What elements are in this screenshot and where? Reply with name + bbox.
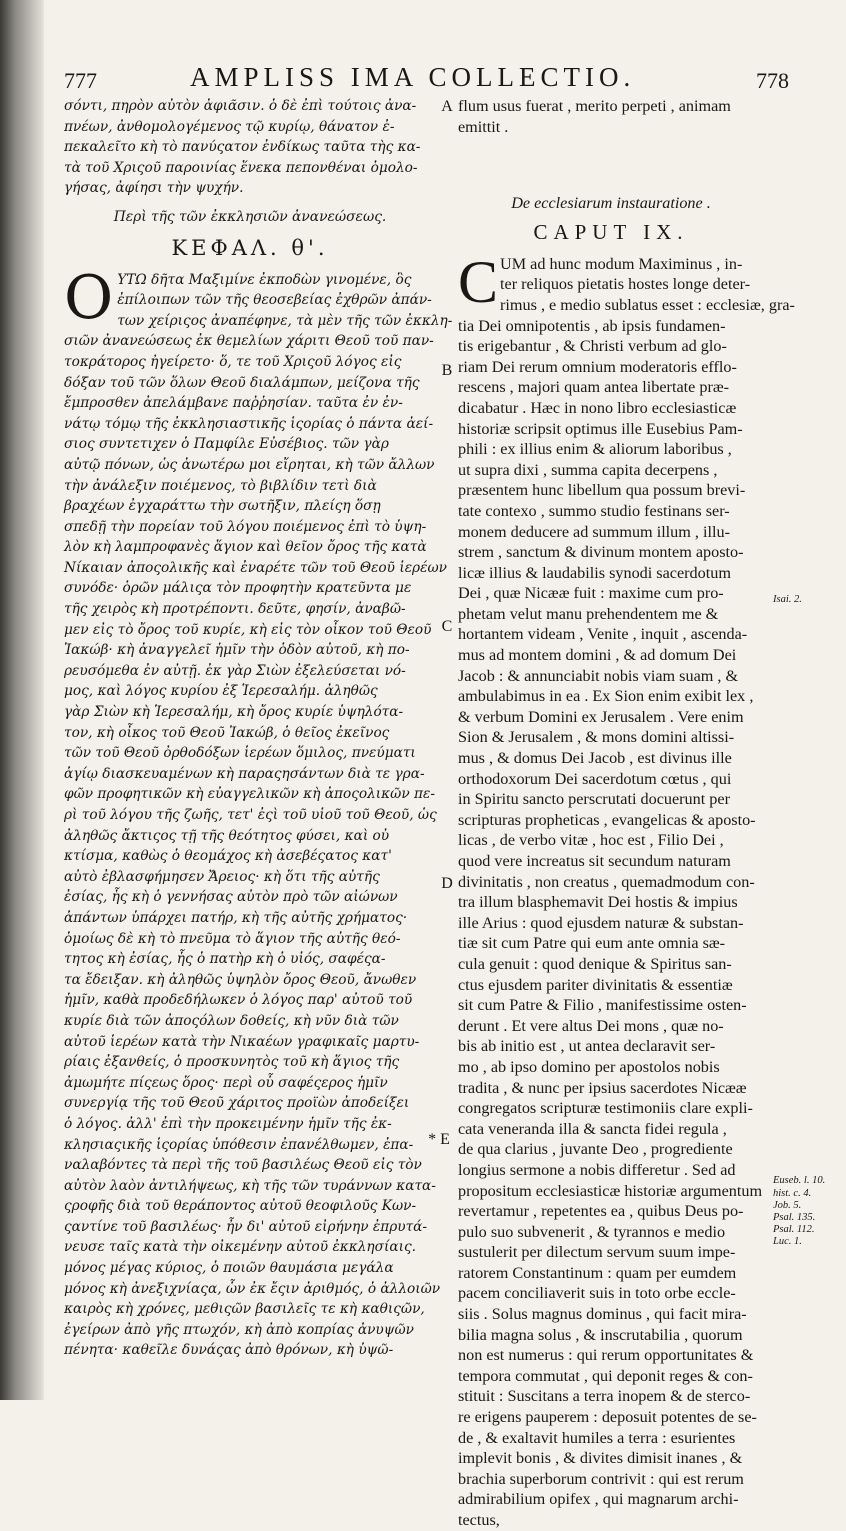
latin-text-line: tis erigebantur , & Christi verbum ad glo- (458, 337, 727, 356)
latin-text-line: emittit . (458, 117, 509, 136)
latin-text-line: phetam velut manu prehendentem me & (458, 604, 719, 623)
margin-letter-a: A (441, 98, 453, 115)
greek-text-line: σιος συντετιχεν ὁ Παμφίλε Εὐσέβιος. τῶν γὰρ (64, 436, 389, 453)
greek-text-line: κυρίε διὰ τῶν ἀποςόλων δοθείς, κὴ νῦν διὰ τῶν (64, 1012, 399, 1029)
latin-text-line: monem deducere ad summum illum , illu- (458, 522, 730, 541)
side-note-psalm-112: Psal. 112. (773, 1224, 815, 1235)
latin-text-line: de , & exaltavit humiles a terra : esurientes (458, 1428, 736, 1447)
latin-text-line: Dei , quæ Nicææ fuit : maxime cum pro- (458, 584, 724, 603)
latin-text-line: implevit bonis , & divites dimisit inanes , & (458, 1449, 743, 1468)
latin-text-line: rimus , e medio sublatus esset : ecclesiæ, gra- (500, 295, 795, 314)
greek-text-line: σπεδῇ τὴν πορείαν τοῦ λόγου ποιέμενος ἐπὶ τὸ ὑψη- (64, 518, 427, 535)
latin-text-line: quod vere increatus sit secundum naturam (458, 852, 731, 870)
greek-text-line: ὁμοίως δὲ κὴ τὸ πνεῦμα τὸ ἅγιον τῆς αὐτῆς θεό- (64, 930, 401, 947)
latin-text-line: derunt . Et vere altus Dei mons , quæ no- (458, 1016, 724, 1035)
greek-text-line: ἐγείρων ἀπὸ γῆς πτωχόν, κὴ ἀπὸ κοπρίας ἀνυψῶν (64, 1321, 414, 1338)
greek-text-line: τὴν ἀνάλεξιν ποιέμενος, τὸ βιβλίδιν τετὶ διὰ (64, 477, 377, 494)
latin-text-line: sustulerit per dilectum servum suum impe- (458, 1243, 736, 1262)
greek-text-line: σιῶν ἀνανεώσεως ἐκ θεμελίων χάριτι Θεοῦ τοῦ παν- (64, 333, 434, 350)
greek-text-line: ρευσόμεθα ἐν αὐτῇ. ἐκ γὰρ Σιὼν ἐξελεύσεται νό- (64, 662, 406, 679)
latin-text-line: ter reliquos pietatis hostes longe deter- (500, 275, 751, 294)
latin-text-line: congregatos scripturæ testimoniis clare expli- (458, 1099, 753, 1118)
page-number-left: 777 (64, 68, 97, 93)
greek-text-line: αὐτοῦ ἱερέων κατὰ τὴν Νικαέων γραφικαῖς μαρτυ- (64, 1033, 420, 1050)
greek-text-line: ἡμῖν, καθὰ προδεδήλωκεν ὁ λόγος παρ' αὐτοῦ τοῦ (64, 992, 413, 1009)
latin-text-line: admirabilium opifex , qui magnarum archi- (458, 1490, 739, 1509)
latin-text-line: pulo suo subvenerit , & tyrannos e medio (458, 1222, 726, 1241)
margin-letter-b: B (441, 362, 453, 379)
latin-text-line: ambulabimus in ea . Ex Sion enim exibit lex , (458, 687, 754, 706)
side-note-luke: Luc. 1. (773, 1236, 802, 1247)
greek-text-line: τα ἔδειξαν. κὴ ἀληθῶς ὑψηλὸν ὄρος Θεοῦ, ἄνωθεν (64, 971, 417, 988)
latin-chapter-title: CAPUT IX. (533, 219, 689, 244)
latin-text-line: licæ illius & laudabilis synodi sacerdotum (458, 563, 731, 582)
latin-text-line: brachia superborum contrivit : qui est rerum (458, 1469, 744, 1488)
latin-text-line: licas , de verbo vitæ , hoc est , Filio Dei , (458, 831, 724, 850)
greek-dropcap: Ο (64, 262, 114, 333)
latin-text-line: de qua clarius , juvante Deo , progrediente (458, 1140, 733, 1159)
greek-text-line: αὐτὸν λαὸν ἀντιλήψεως, κὴ τῆς τῶν τυράννων κατα- (64, 1177, 436, 1194)
latin-text-line: ille Arius : quod ejusdem naturæ & substan- (458, 913, 744, 932)
latin-text-line: tradita , & nunc per ipsius sacerdotes Nicææ (458, 1078, 747, 1097)
latin-text-line: pacem conciliaverit suis in toto orbe eccle- (458, 1284, 736, 1303)
latin-text-line: tra illum blasphemavit Dei hostis & impius (458, 893, 738, 912)
greek-text-line: γήσας, ἀφίησι τὴν ψυχήν. (64, 180, 244, 197)
latin-text-line: bilia magna solus , & inscrutabilia , quorum (458, 1325, 743, 1344)
greek-text-line: αὐτῷ πόνων, ὡς ἀνωτέρω μοι εἴρηται, κὴ τῶν ἄλλων (64, 456, 435, 473)
greek-text-line: βραχέων ἐγχαράττω τὴν σωτῆξιν, πλείςη ὅσῃ (64, 498, 381, 515)
greek-text-line: ἔμπροσθεν ἀπελάμβανε παῤῥησίαν. ταῦτα ἐν ἐν- (64, 395, 403, 412)
greek-text-line: ρίαις ἐξανθείς, ὁ προσκυνητὸς τοῦ κὴ ἅγιος τῆς (64, 1054, 400, 1071)
greek-text-line: συνεργίᾳ τῆς τοῦ Θεοῦ χάριτος προϊὼν ἀποδείξει (64, 1095, 410, 1112)
latin-text-line: ut supra dixi , summa capita decerpens , (458, 460, 718, 479)
latin-text-line: re erigens pauperem : deposuit potentes de se- (458, 1408, 757, 1427)
latin-text-line: tate contexo , summo studio festinans ser- (458, 501, 730, 520)
greek-text-line: τητος κὴ ἐσίας, ἧς ὁ πατὴρ κὴ ὁ υἱός, σαφέςα- (64, 951, 386, 968)
latin-text-line: revertamur , repetentes ea , quibus Deus po- (458, 1202, 744, 1221)
greek-text-line: ἀμωμήτε πίςεως ὅρος· περὶ οὗ σαφέςερος ἡμῖν (64, 1074, 388, 1091)
latin-text-line: historiæ scripsit optimus ille Eusebius Pam- (458, 419, 743, 438)
greek-column (64, 96, 453, 1361)
latin-text-line: præsentem hunc libellum qua possum brevi- (458, 481, 746, 500)
side-note-psalm-135: Psal. 135. (773, 1212, 816, 1223)
latin-section-heading: De ecclesiarum instauratione . (511, 194, 711, 213)
greek-text-line: ΥΤΩ δῆτα Μαξιμίνε ἐκποδὼν γινομένε, ὃς (117, 271, 412, 288)
latin-text-line: tia Dei omnipotentis , ab ipsis fundamen- (458, 316, 726, 335)
latin-text-line: sit cum Patre & Filio , manifestissime osten- (458, 996, 747, 1015)
side-note-isaiah: Isai. 2. (773, 594, 802, 605)
greek-text-line: τον, κὴ οἶκος τοῦ Θεοῦ Ἰακώβ, ὁ θεῖος ἐκεῖνος (64, 724, 390, 741)
greek-text-line: ςαντίνε τοῦ βασιλέως· ἦν δι' αὐτοῦ εἰρήνην ἐπρυτά- (64, 1218, 428, 1235)
latin-text-line: scripturas propheticas , evangelicas & aposto- (458, 810, 756, 829)
greek-text-line: ἐπίλοιπων τῶν τῆς θεοσεβείας ἐχθρῶν ἀπάν- (117, 292, 432, 309)
latin-text-line: orthodoxorum Dei sacerdotum cœtus , qui (458, 769, 732, 788)
latin-text-line: ctus ejusdem pariter divinitatis & essentiæ (458, 975, 733, 994)
latin-text-line: & verbum Domini ex Jerusalem . Vere enim (458, 707, 744, 726)
greek-text-line: πένητα· καθεῖλε δυνάςας ἀπὸ θρόνων, κὴ ὑψῶ- (64, 1342, 394, 1359)
latin-text-line: bis ab initio est , ut antea declaravit ser- (458, 1037, 716, 1056)
greek-text-line: ἁγίῳ διασκευαμένων κὴ παραςησάντων διὰ τε γρα- (64, 765, 425, 782)
latin-text-line: divinitatis , non creatus , quemadmodum con- (458, 872, 755, 891)
greek-text-line: καιρὸς κὴ χρόνες, μεθιςῶν βασιλεῖς τε κὴ καθιςῶν, (64, 1301, 425, 1318)
latin-text-line: ratorem Constantinum : quam per eumdem (458, 1263, 737, 1282)
greek-text-line: ἐσίας, ἧς κὴ ὁ γεννήσας αὐτὸν πρὸ τῶν αἰώνων (64, 889, 398, 906)
latin-text-line: Sion & Jerusalem , & mons domini altissi- (458, 728, 735, 747)
greek-text-line: κτίσμα, καθὼς ὁ θεομάχος κὴ ἀσεβέςατος κατ' (64, 848, 392, 865)
latin-text-line: longius sermone a nobis differetur . Sed ad (458, 1160, 736, 1179)
greek-text-line: δόξαν τοῦ τῶν ὅλων Θεοῦ διαλάμπων, μείζονα τῆς (64, 374, 420, 391)
latin-text-line: mo , ab ipso domino per apostolos nobis (458, 1057, 720, 1076)
greek-top-text (64, 96, 436, 199)
greek-text-line: τῶν τοῦ Θεοῦ ὀρθοδόξων ἱερέων ὅμιλος, πνεύματι (64, 745, 416, 762)
greek-text-line: ρὶ τοῦ λόγου τῆς ζωῆς, τετ' ἐςὶ τοῦ υἱοῦ τοῦ Θεοῦ, ὡς (64, 807, 437, 823)
latin-text-line: siis . Solus magnus dominus , qui facit mira- (458, 1305, 747, 1324)
margin-letter-d: D (441, 875, 453, 892)
greek-text-line: πεκαλεῖτο κὴ τὸ πανύςατον ἐνδίκως ταῦτα τὴς κα- (64, 139, 421, 156)
latin-dropcap: C (458, 248, 499, 315)
greek-text-line: ςροφῆς διὰ τοῦ θεράποντος αὐτοῦ θεοφιλοῦς Κων- (64, 1198, 417, 1215)
greek-text-line: πνέων, ἀνθομολογέμενος τῷ κυρίῳ, θάνατον ἐ- (64, 118, 395, 135)
latin-text-line: mus , & domus Dei Jacob , est divinus ille (458, 749, 732, 768)
gutter-shadow (0, 0, 44, 1400)
latin-text-line: rescens , majori quam antea libertate præ- (458, 378, 730, 397)
greek-text-line: συνόδε· ὁρῶν μάλιςα τὸν προφητὴν κρατεῦντα με (64, 580, 412, 597)
latin-top-text (458, 96, 764, 137)
latin-text-line: tectus, (458, 1511, 500, 1529)
latin-text-line: cula genuit : quod denique & Spiritus san- (458, 954, 732, 973)
greek-text-line: μόνος μέγας κύριος, ὁ ποιῶν θαυμάσια μεγάλα (64, 1260, 394, 1277)
greek-text-line: κλησιαςικῆς ἱςορίας ὑπόθεσιν ἐπανέλθωμεν, ἐπα- (64, 1136, 414, 1153)
latin-text-line: mus ad montem domini , & ad domum Dei (458, 646, 737, 665)
latin-text-line: Jacob : & annunciabit nobis viam suam , & (458, 666, 739, 685)
latin-text-line: flum usus fuerat , merito perpeti , animam (458, 97, 731, 115)
greek-body-text (64, 262, 453, 1361)
greek-text-line: μόνος κὴ ἀνεξιχνίαςα, ὧν ἐκ ἔςιν ἀριθμός, ὁ ἀλλοιῶν (64, 1280, 441, 1297)
latin-text-line: hortantem videam , Venite , inquit , ascenda- (458, 625, 748, 644)
latin-text-line: propositum ecclesiasticæ historiæ argumentum (458, 1181, 763, 1200)
greek-text-line: νάτῳ τόμῳ τῆς ἐκκλησιαστικῆς ἱςορίας ὁ πάντα ἀεί- (64, 415, 434, 432)
latin-text-line: cata veneranda illa & sancta fidei regula , (458, 1119, 727, 1138)
latin-text-line: stituit : Suscitans a terra inopem & de sterco- (458, 1387, 751, 1406)
latin-text-line: UM ad hunc modum Maximinus , in- (500, 254, 743, 273)
greek-section-heading: Περὶ τῆς τῶν ἐκκλησιῶν ἀνανεώσεως. (113, 208, 387, 225)
greek-text-line: σόντι, πηρὸν αὐτὸν ἀφιᾶσιν. ὁ δὲ ἐπὶ τούτοις ἀνα- (64, 98, 417, 114)
latin-text-line: tempora commutat , qui deponit reges & con- (458, 1366, 753, 1385)
greek-text-line: ἁπάντων ὑπάρχει πατήρ, κὴ τῆς αὐτῆς χρήματος· (64, 909, 408, 926)
greek-text-line: ναλαβόντες τὰ περὶ τῆς τοῦ βασιλέως Θεοῦ εἰς τὸν (64, 1157, 422, 1174)
greek-text-line: Ἰακώβ· κὴ ἀναγγελεῖ ἡμῖν τὴν ὁδὸν αὐτοῦ, κὴ πο- (64, 642, 410, 659)
greek-text-line: μος, καὶ λόγος κυρίου ἐξ Ἱερεσαλήμ. ἀληθῶς (64, 683, 378, 700)
greek-text-line: γὰρ Σιὼν κὴ Ἱερεσαλήμ, κὴ ὄρος κυρίε ὑψηλότα- (64, 704, 404, 721)
greek-text-line: τοκράτορος ἠγείρετο· ὅ, τε τοῦ Χριςοῦ λόγος εἰς (64, 353, 402, 370)
greek-text-line: ὁ λόγος. ἀλλ' ἐπὶ τὴν προκειμένην ἡμῖν τῆς ἐκ- (64, 1115, 392, 1132)
latin-text-line: non est numerus : qui rerum opportunitates & (458, 1346, 754, 1365)
greek-text-line: των χείριςος ἀναπέφηνε, τὰ μὲν τῆς τῶν ἐκκλη- (117, 312, 453, 329)
greek-text-line: λὸν κὴ λαμπροφανὲς ἅγιον καὶ θεῖον ὄρος τῆς κατὰ (64, 539, 427, 556)
greek-text-line: Νίκαιαν ἀποςολικῆς καὶ ἐναρέτε τῶν τοῦ Θεοῦ ἱερέων (64, 559, 447, 576)
latin-text-line: dicabatur . Hæc in nono libro ecclesiasticæ (458, 398, 737, 417)
greek-chapter-title: ΚΕΦΑΛ. θ'. (171, 235, 329, 260)
margin-letter-e: * E (428, 1131, 450, 1148)
running-title: AMPLISS IMA COLLECTIO. (190, 62, 636, 92)
latin-text-line: strem , sanctum & divinum montem aposto- (458, 543, 744, 562)
side-note-eusebius: Euseb. l. 10. hist. c. 4. (773, 1175, 826, 1199)
greek-text-line: φῶν προφητικῶν κὴ εὐαγγελικῶν κὴ ἀποςολικῶν πε- (64, 786, 435, 803)
latin-text-line: riam Dei rerum omnium moderatoris efflo- (458, 357, 737, 376)
greek-text-line: τὰ τοῦ Χριςοῦ παροινίας ἕνεκα πεπονθέναι ὁμολο- (64, 159, 418, 176)
greek-text-line: μεν εἰς τὸ ὄρος τοῦ κυρίε, κὴ εἰς τὸν οἶκον τοῦ Θεοῦ (64, 621, 432, 638)
latin-text-line: in Spiritu sancto perscrutati docuerunt per (458, 790, 730, 809)
greek-text-line: αὐτὸ ἐβλασφήμησεν Ἄρειος· κὴ ὅτι τῆς αὐτῆς (64, 868, 380, 885)
greek-text-line: νευσε ταῖς κατὰ τὴν οἰκεμένην αὐτοῦ ἐκκλησίαις. (64, 1239, 416, 1256)
margin-letter-c: C (441, 618, 453, 635)
greek-text-line: ἀληθῶς ἄκτιςος τῇ τῆς θεότητος φύσει, καὶ οὐ (64, 827, 390, 844)
page-number-right: 778 (756, 68, 789, 93)
greek-text-line: τῆς χειρὸς κὴ προτρέποντι. δεῦτε, φησίν, ἀναβῶ- (64, 601, 406, 618)
latin-text-line: tiæ sit cum Patre qui eum ante omnia sæ- (458, 934, 726, 953)
latin-text-line: phili : ex illius enim & aliorum laboribus , (458, 440, 732, 459)
side-note-job: Job. 5. (773, 1200, 802, 1211)
